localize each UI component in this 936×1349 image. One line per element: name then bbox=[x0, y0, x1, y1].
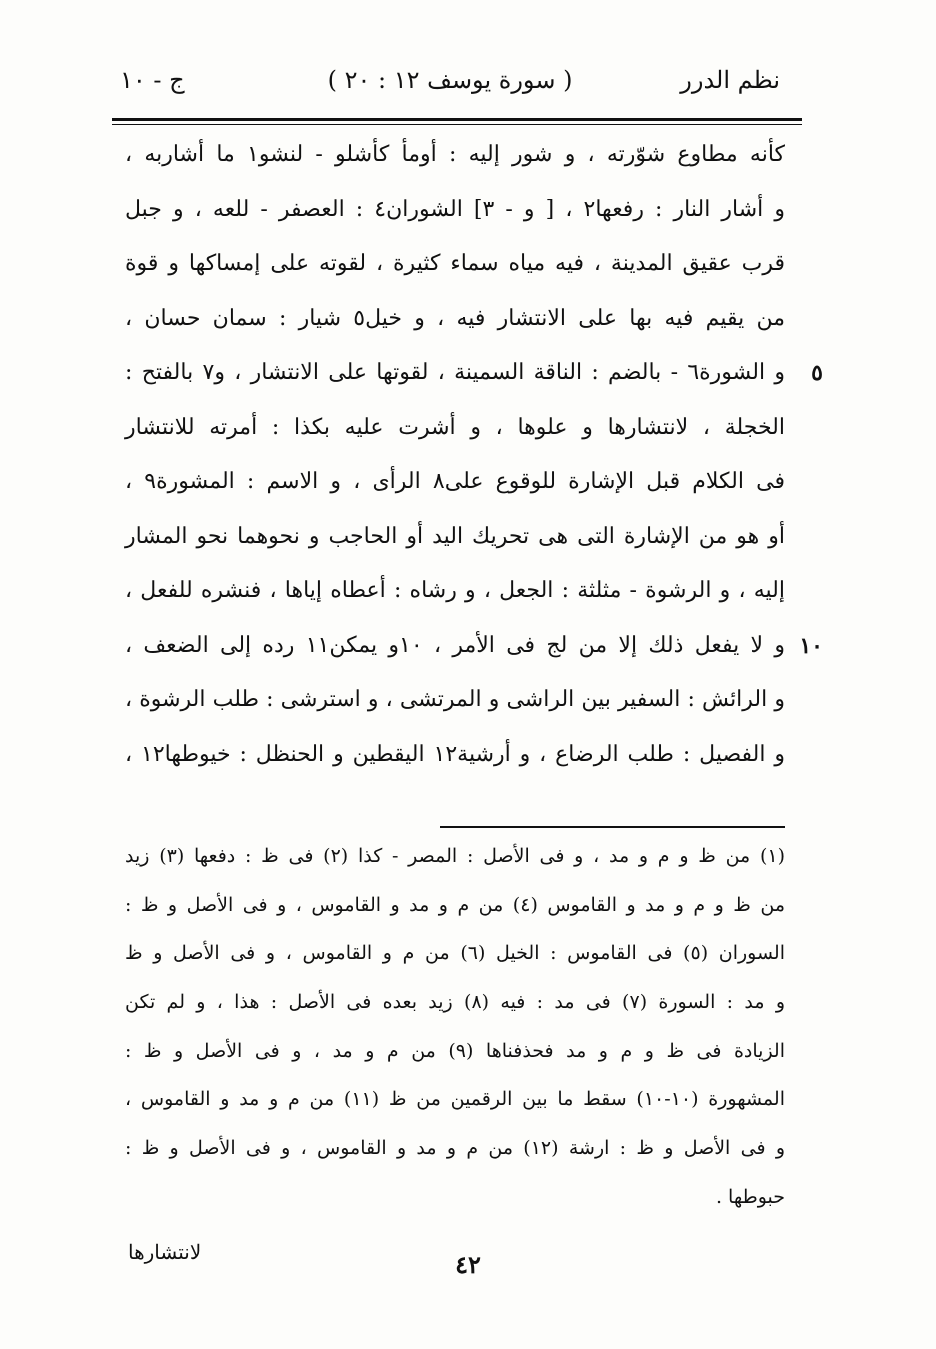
text-line bbox=[125, 619, 823, 674]
text-line bbox=[125, 728, 785, 783]
footnotes bbox=[125, 832, 785, 1222]
main-text bbox=[125, 128, 823, 782]
page-number: ٤٢ bbox=[455, 1250, 481, 1279]
book-title: نظم الدرر bbox=[680, 66, 780, 94]
line-text: فى الكلام قبل الإشارة للوقوع على٨ الرأى ، و الاسم : المشورة٩ ، bbox=[125, 469, 786, 494]
line-number: ١٠ bbox=[799, 632, 823, 659]
line-text: و الشورة٦ - بالضم : الناقة السمينة ، لقوتها على الانتشار ، و٧ بالفتح : bbox=[125, 360, 786, 385]
footnote-line: (١) من ظ و م و مد ، و فى الأصل : المصر - كذا (٢) فى ظ : دفعها (٣) زيد bbox=[125, 845, 786, 867]
text-line bbox=[125, 292, 785, 347]
footnote-line: المشهورة (١٠-١٠) سقط ما بين الرقمين من ظ (١١) من م و مد و القاموس ، bbox=[125, 1088, 785, 1111]
surah-reference: ( سورة يوسف ١٢ : ٢٠ ) bbox=[327, 66, 573, 94]
text-line bbox=[125, 401, 785, 456]
footnote-line: و فى الأصل و ظ : ارشة (١٢) من م و مد و القاموس ، و فى الأصل و ظ : bbox=[125, 1137, 785, 1160]
text-line bbox=[125, 564, 785, 619]
footnote-separator bbox=[440, 826, 785, 828]
footnote-line: حبوطها . bbox=[715, 1185, 785, 1208]
line-text: و لا يفعل ذلك إلا من لج فى الأمر ، ١٠و يمكن١١ رده إلى الضعف ، bbox=[125, 632, 786, 658]
line-text: إليه ، و الرشوة - مثلثة : الجعل ، و رشاه : أعطاه إياها ، فنشره للفعل ، bbox=[125, 578, 785, 603]
footnote-line: الزيادة فى ظ و م و مد فحذفناها (٩) من م و مد ، و فى الأصل و ظ : bbox=[125, 1039, 786, 1062]
text-line bbox=[125, 673, 785, 728]
running-header bbox=[120, 66, 780, 106]
text-line bbox=[125, 183, 785, 238]
footnote-line: السوران (٥) فى القاموس : الخيل (٦) من م و القاموس ، و فى الأصل و ظ bbox=[125, 942, 785, 965]
text-line bbox=[125, 237, 785, 292]
line-number: ٥ bbox=[811, 360, 823, 386]
catchword: لانتشارها bbox=[128, 1240, 202, 1264]
text-line bbox=[125, 128, 785, 183]
volume-number: ج - ١٠ bbox=[120, 66, 185, 94]
line-text: قرب عقيق المدينة ، فيه مياه سماء كثيرة ، لقوته على إمساكها و قوة bbox=[125, 251, 785, 276]
text-line bbox=[125, 455, 785, 510]
line-text: و الرائش : السفير بين الراشى و المرتشى ، و استرشى : طلب الرشوة ، bbox=[125, 687, 785, 712]
line-text: و الفصيل : طلب الرضاع ، و أرشية١٢ اليقطين و الحنظل : خيوطها١٢ ، bbox=[125, 741, 785, 767]
header-rule-thin bbox=[112, 124, 802, 125]
line-text: أو هو من الإشارة التى هى تحريك اليد أو الحاجب و نحوهما نحو المشار bbox=[125, 523, 785, 549]
line-text: من يقيم فيه بها على الانتشار فيه ، و خيل٥ شيار : سمان حسان ، bbox=[125, 305, 785, 331]
header-rule-thick bbox=[112, 118, 802, 121]
text-line bbox=[125, 346, 823, 401]
line-text: كأنه مطاوع شوّرته ، و شور إليه : أومأ كأشلو - لنشو١ ما أشاربه ، bbox=[125, 142, 786, 167]
footnote-line: و مد : السورة (٧) فى مد : فيه (٨) زيد بعده فى الأصل : هذا ، و لم تكن bbox=[125, 991, 786, 1014]
footnote-line: من ظ و م و مد و القاموس (٤) من م و مد و القاموس ، و فى الأصل و ظ : bbox=[125, 893, 785, 916]
line-text: الخجلة ، لانتشارها و علوها ، و أشرت عليه بكذا : أمرته للانتشار bbox=[125, 414, 785, 440]
text-line bbox=[125, 510, 785, 565]
line-text: و أشار النار : رفعها٢ ، [ و - ٣] الشوران٤ : العصفر - للعه ، و جبل bbox=[125, 196, 785, 222]
